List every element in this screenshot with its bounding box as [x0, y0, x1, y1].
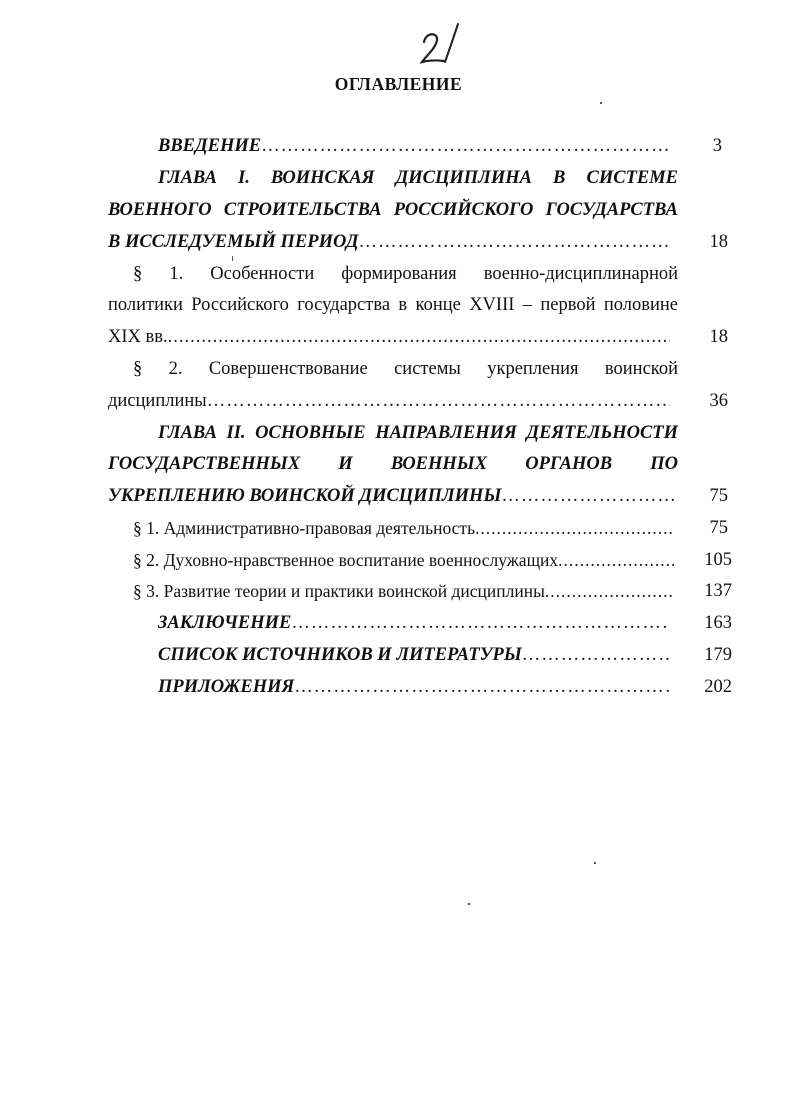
leader-dots	[291, 611, 670, 635]
toc-chapter1-line3	[108, 230, 668, 254]
toc-sources-page: 179	[704, 645, 732, 665]
leader-dots	[359, 230, 669, 254]
toc-section1-1-line1: § 1. Особенности формирования военно-дисциплинарной	[133, 264, 678, 284]
toc-section2-3-label: § 3. Развитие теории и практики воинской дисциплины	[133, 581, 545, 601]
scan-speck	[468, 903, 470, 905]
toc-section2-1	[133, 516, 674, 540]
toc-chapter1-line2: ВОЕННОГО СТРОИТЕЛЬСТВА РОССИЙСКОГО ГОСУДАРСТВА	[108, 200, 678, 220]
toc-chapter1-label-end: В ИССЛЕДУЕМЫЙ ПЕРИОД	[108, 232, 359, 252]
toc-entry-appendices	[158, 675, 672, 699]
toc-chapter2-label-end: УКРЕПЛЕНИЮ ВОИНСКОЙ ДИСЦИПЛИНЫ	[108, 486, 502, 506]
toc-section2-1-label: § 1. Административно-правовая деятельность	[133, 518, 476, 538]
leader-dots	[207, 389, 670, 413]
toc-section1-1-line2: политики Российского государства в конце XVIII – первой половине	[108, 295, 678, 315]
toc-conclusion-label: ЗАКЛЮЧЕНИЕ	[158, 613, 292, 633]
handwritten-page-number	[418, 20, 466, 66]
leader-dots	[558, 548, 674, 572]
toc-intro-page: 3	[712, 136, 722, 156]
toc-section2-2-label: § 2. Духовно-нравственное воспитание военнослужащих	[133, 550, 559, 570]
toc-section1-1-line3	[108, 325, 670, 349]
scan-speck	[600, 102, 602, 104]
toc-entry-intro	[158, 134, 672, 158]
toc-section1-2-page: 36	[709, 391, 728, 411]
toc-entry-conclusion	[158, 611, 670, 635]
toc-chapter1-page: 18	[709, 232, 728, 252]
toc-appendices-label: ПРИЛОЖЕНИЯ	[158, 677, 295, 697]
toc-section2-3	[133, 579, 674, 603]
toc-section2-2-page: 105	[704, 550, 732, 570]
toc-chapter2-line3	[108, 484, 674, 508]
toc-chapter2-line1: ГЛАВА II. ОСНОВНЫЕ НАПРАВЛЕНИЯ ДЕЯТЕЛЬНОСТИ	[158, 423, 678, 443]
toc-chapter2-line2: ГОСУДАРСТВЕННЫХ И ВОЕННЫХ ОРГАНОВ ПО	[108, 454, 678, 474]
leader-dots	[501, 484, 674, 508]
toc-chapter1-line1: ГЛАВА I. ВОИНСКАЯ ДИСЦИПЛИНА В СИСТЕМЕ	[158, 168, 678, 188]
leader-dots	[168, 325, 670, 349]
leader-dots	[522, 643, 672, 667]
toc-intro-label: ВВЕДЕНИЕ	[158, 136, 262, 156]
handwritten-page-number-mark	[418, 20, 466, 66]
leader-dots	[545, 579, 674, 603]
toc-entry-sources	[158, 643, 672, 667]
leader-dots	[475, 516, 674, 540]
toc-section1-2-line1: § 2. Совершенствование системы укрепления воинской	[133, 359, 678, 379]
toc-section1-2-line2	[108, 389, 670, 413]
toc-section1-1-page: 18	[709, 327, 728, 347]
leader-dots	[294, 675, 672, 699]
toc-section2-3-page: 137	[704, 581, 732, 601]
toc-conclusion-page: 163	[704, 613, 732, 633]
toc-appendices-page: 202	[704, 677, 732, 697]
scan-speck	[232, 256, 233, 261]
toc-section1-1-label-end: XIX вв.	[108, 327, 168, 347]
toc-section2-2	[133, 548, 674, 572]
toc-section2-1-page: 75	[709, 518, 728, 538]
toc-chapter2-page: 75	[709, 486, 728, 506]
leader-dots	[261, 134, 672, 158]
toc-sources-label: СПИСОК ИСТОЧНИКОВ И ЛИТЕРАТУРЫ	[158, 645, 522, 665]
page-title: ОГЛАВЛЕНИЕ	[334, 74, 463, 94]
toc-section1-2-label-end: дисциплины	[108, 391, 207, 411]
scan-speck	[594, 862, 596, 864]
